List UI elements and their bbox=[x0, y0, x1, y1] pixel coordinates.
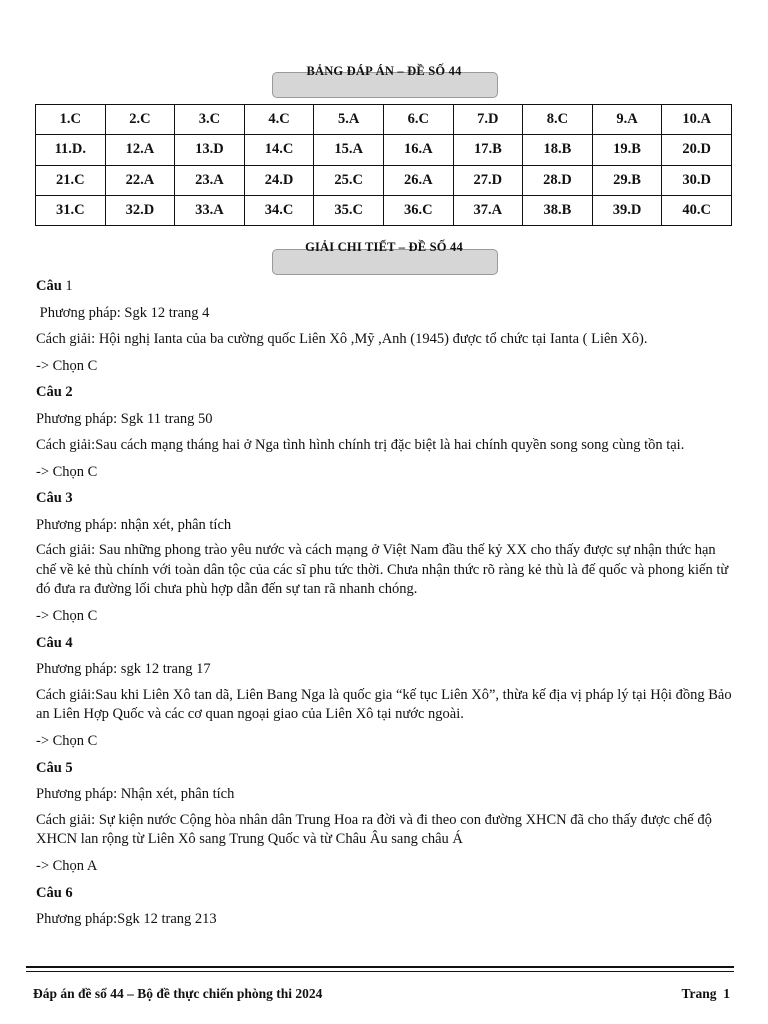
answer-cell: 12.A bbox=[105, 135, 175, 165]
choice-text: -> Chọn C bbox=[36, 357, 98, 374]
answer-cell: 31.C bbox=[36, 195, 106, 225]
answer-cell: 35.C bbox=[314, 195, 384, 225]
answer-cell: 16.A bbox=[383, 135, 453, 165]
answer-cell: 6.C bbox=[383, 105, 453, 135]
answer-cell: 24.D bbox=[244, 165, 314, 195]
solution-text: Cách giải:Sau cách mạng tháng hai ở Nga tình hình chính trị đặc biệt là hai chính quyền song song cùng tồn tại. bbox=[36, 437, 685, 453]
choice-text: -> Chọn A bbox=[36, 858, 98, 874]
page-label: Trang bbox=[681, 986, 717, 1001]
answer-cell: 2.C bbox=[105, 105, 175, 135]
answer-cell: 17.B bbox=[453, 135, 523, 165]
answer-cell: 5.A bbox=[314, 105, 384, 135]
answer-title: BẢNG ĐÁP ÁN – ĐỀ SỐ 44 bbox=[306, 64, 462, 78]
footer-rule-thick bbox=[26, 966, 734, 968]
answer-cell: 3.C bbox=[175, 105, 245, 135]
answer-cell: 30.D bbox=[662, 165, 732, 195]
answer-cell: 1.C bbox=[36, 105, 106, 135]
answer-cell: 4.C bbox=[244, 105, 314, 135]
answer-cell: 28.D bbox=[523, 165, 593, 195]
answer-cell: 7.D bbox=[453, 105, 523, 135]
answer-cell: 37.A bbox=[453, 195, 523, 225]
method-text: Phương pháp: sgk 12 trang 17 bbox=[36, 661, 211, 677]
answer-cell: 18.B bbox=[523, 135, 593, 165]
choice-text: -> Chọn C bbox=[36, 463, 98, 480]
answer-cell: 15.A bbox=[314, 135, 384, 165]
answer-cell: 36.C bbox=[383, 195, 453, 225]
answer-cell: 38.B bbox=[523, 195, 593, 225]
answer-cell: 39.D bbox=[592, 195, 662, 225]
answer-cell: 29.B bbox=[592, 165, 662, 195]
answer-cell: 40.C bbox=[662, 195, 732, 225]
footer-title: Đáp án đề số 44 – Bộ đề thực chiến phòng thi 2024 bbox=[33, 986, 323, 1001]
answer-cell: 23.A bbox=[175, 165, 245, 195]
page-number: 1 bbox=[723, 986, 730, 1001]
answer-cell: 33.A bbox=[175, 195, 245, 225]
answer-cell: 27.D bbox=[453, 165, 523, 195]
question-heading: Câu 1 bbox=[36, 278, 73, 294]
question-heading: Câu 4 bbox=[36, 634, 73, 651]
answer-cell: 8.C bbox=[523, 105, 593, 135]
solution-text: Cách giải:Sau khi Liên Xô tan dã, Liên Bang Nga là quốc gia “kế tục Liên Xô”, thừa kế địa vị pháp lý tại Hội đồng Bảo an Liên Hợp Quốc và các cơ quan ngoại giao của Liên Xô tại nước ngoài. bbox=[36, 686, 732, 722]
question-heading: Câu 3 bbox=[36, 490, 73, 506]
footer-rule-thin bbox=[26, 971, 734, 972]
method-text: Phương pháp: Sgk 11 trang 50 bbox=[36, 410, 213, 427]
answer-cell: 11.D. bbox=[36, 135, 106, 165]
answer-cell: 32.D bbox=[105, 195, 175, 225]
question-heading: Câu 6 bbox=[36, 884, 73, 901]
answer-cell: 26.A bbox=[383, 165, 453, 195]
method-text: Phương pháp: nhận xét, phân tích bbox=[36, 516, 232, 533]
choice-text: -> Chọn C bbox=[36, 608, 98, 624]
answer-cell: 20.D bbox=[662, 135, 732, 165]
answer-row bbox=[36, 135, 732, 165]
method-text: Phương pháp: Sgk 12 trang 4 bbox=[36, 304, 210, 321]
answer-key-table bbox=[35, 104, 732, 226]
solutions-section bbox=[36, 276, 734, 936]
page-indicator bbox=[681, 986, 730, 1002]
question-heading: Câu 2 bbox=[36, 384, 73, 400]
answer-cell: 9.A bbox=[592, 105, 662, 135]
solution-text: Cách giải: Sau những phong trào yêu nước và cách mạng ở Việt Nam đầu thế kỷ XX cho thấy được sự nhận thức hạn chế về kẻ thù chính với toàn dân tộc của các sĩ phu tức thời. Chưa nhận thức rõ ràng kẻ thù là đế quốc và phong kiến từ đó đưa ra đường lối chưa phù hợp dẫn đến sự tan rã nhanh chóng. bbox=[36, 542, 729, 597]
answer-row bbox=[36, 105, 732, 135]
solution-text: Cách giải: Hội nghị Ianta của ba cường quốc Liên Xô ,Mỹ ,Anh (1945) được tổ chức tại Ianta ( Liên Xô). bbox=[36, 331, 648, 347]
answer-cell: 13.D bbox=[175, 135, 245, 165]
answer-cell: 34.C bbox=[244, 195, 314, 225]
method-text: Phương pháp: Nhận xét, phân tích bbox=[36, 786, 235, 802]
answer-row bbox=[36, 195, 732, 225]
choice-text: -> Chọn C bbox=[36, 733, 98, 749]
method-text: Phương pháp:Sgk 12 trang 213 bbox=[36, 911, 217, 927]
answer-cell: 25.C bbox=[314, 165, 384, 195]
answer-row bbox=[36, 165, 732, 195]
answer-cell: 21.C bbox=[36, 165, 106, 195]
answer-cell: 19.B bbox=[592, 135, 662, 165]
question-heading: Câu 5 bbox=[36, 759, 73, 776]
detail-title: GIẢI CHI TIẾT – ĐỀ SỐ 44 bbox=[305, 240, 463, 254]
answer-cell: 10.A bbox=[662, 105, 732, 135]
answer-cell: 14.C bbox=[244, 135, 314, 165]
solution-text: Cách giải: Sự kiện nước Cộng hòa nhân dân Trung Hoa ra đời và đi theo con đường XHCN đã cho thấy được chế độ XHCN lan rộng từ Liên Xô sang Trung Quốc và từ Châu Âu sang châu Á bbox=[36, 811, 712, 847]
answer-cell: 22.A bbox=[105, 165, 175, 195]
